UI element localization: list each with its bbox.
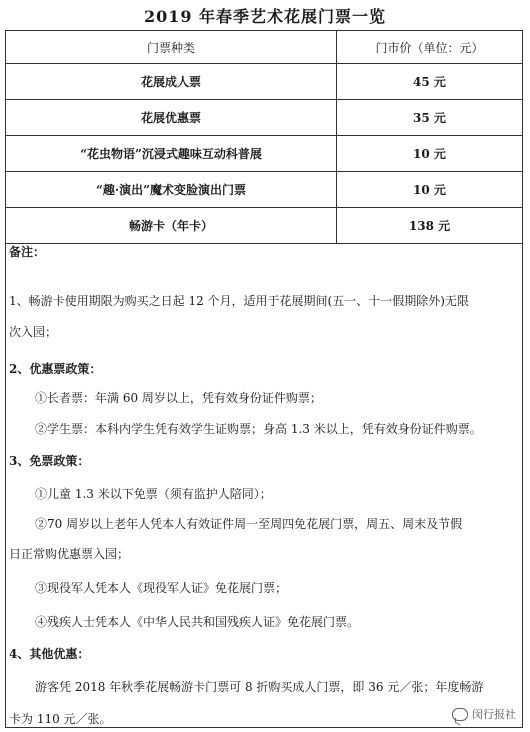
notes-heading: 备注： xyxy=(9,245,46,259)
ticket-type-cell: “趣·演出”魔术变脸演出门票 xyxy=(6,172,337,208)
column-header-price: 门市价（单位：元） xyxy=(337,31,523,64)
note-line: 1、畅游卡使用期限为购买之日起 12 个月，适用于花展期间(五一、十一假期除外)无限 xyxy=(9,294,469,308)
table-row xyxy=(6,64,523,100)
ticket-type-cell: 花展成人票 xyxy=(6,64,337,100)
table-row xyxy=(6,208,523,244)
table-row xyxy=(6,136,523,172)
note-line: ②70 周岁以上老年人凭本人有效证件周一至周四免花展门票，周五、周末及节假 xyxy=(35,517,463,531)
note-line: ①长者票：年满 60 周岁以上，凭有效身份证件购票； xyxy=(35,391,322,405)
publisher-watermark xyxy=(452,706,516,722)
note-line: 游客凭 2018 年秋季花展畅游卡门票可 8 折购买成人门票，即 36 元／张；年度畅游 xyxy=(35,680,484,694)
ticket-price-cell: 35 元 xyxy=(337,100,523,136)
note-line: ③现役军人凭本人《现役军人证》免花展门票； xyxy=(35,581,288,595)
table-row xyxy=(6,172,523,208)
note-line: 日正常购优惠票入园； xyxy=(9,547,130,561)
ticket-price-table xyxy=(5,30,523,244)
page-title: 2019 年春季艺术花展门票一览 xyxy=(143,7,387,26)
ticket-price-cell: 10 元 xyxy=(337,136,523,172)
watermark-text: 闵行报社 xyxy=(472,708,516,721)
ticket-type-cell: “花虫物语”沉浸式趣味互动科普展 xyxy=(6,136,337,172)
ticket-type-cell: 畅游卡（年卡） xyxy=(6,208,337,244)
note-line: ①儿童 1.3 米以下免票（须有监护人陪同）； xyxy=(35,487,272,501)
chat-bubble-icon xyxy=(452,708,468,721)
table-header-row xyxy=(6,31,523,64)
note-line: 卡为 110 元／张。 xyxy=(9,712,112,726)
ticket-price-cell: 45 元 xyxy=(337,64,523,100)
note-line: 次入园； xyxy=(9,325,58,339)
note-line: ④残疾人士凭本人《中华人民共和国残疾人证》免花展门票。 xyxy=(35,615,360,629)
ticket-type-cell: 花展优惠票 xyxy=(6,100,337,136)
ticket-price-cell: 138 元 xyxy=(337,208,523,244)
note-section-heading: 2、优惠票政策： xyxy=(9,362,102,376)
note-section-heading: 3、免票政策： xyxy=(9,454,90,468)
column-header-ticket-type: 门票种类 xyxy=(6,31,337,64)
note-line: ②学生票：本科内学生凭有效学生证购票；身高 1.3 米以上，凭有效身份证件购票。 xyxy=(35,422,482,436)
note-section-heading: 4、其他优惠： xyxy=(9,647,90,661)
ticket-price-cell: 10 元 xyxy=(337,172,523,208)
table-row xyxy=(6,100,523,136)
